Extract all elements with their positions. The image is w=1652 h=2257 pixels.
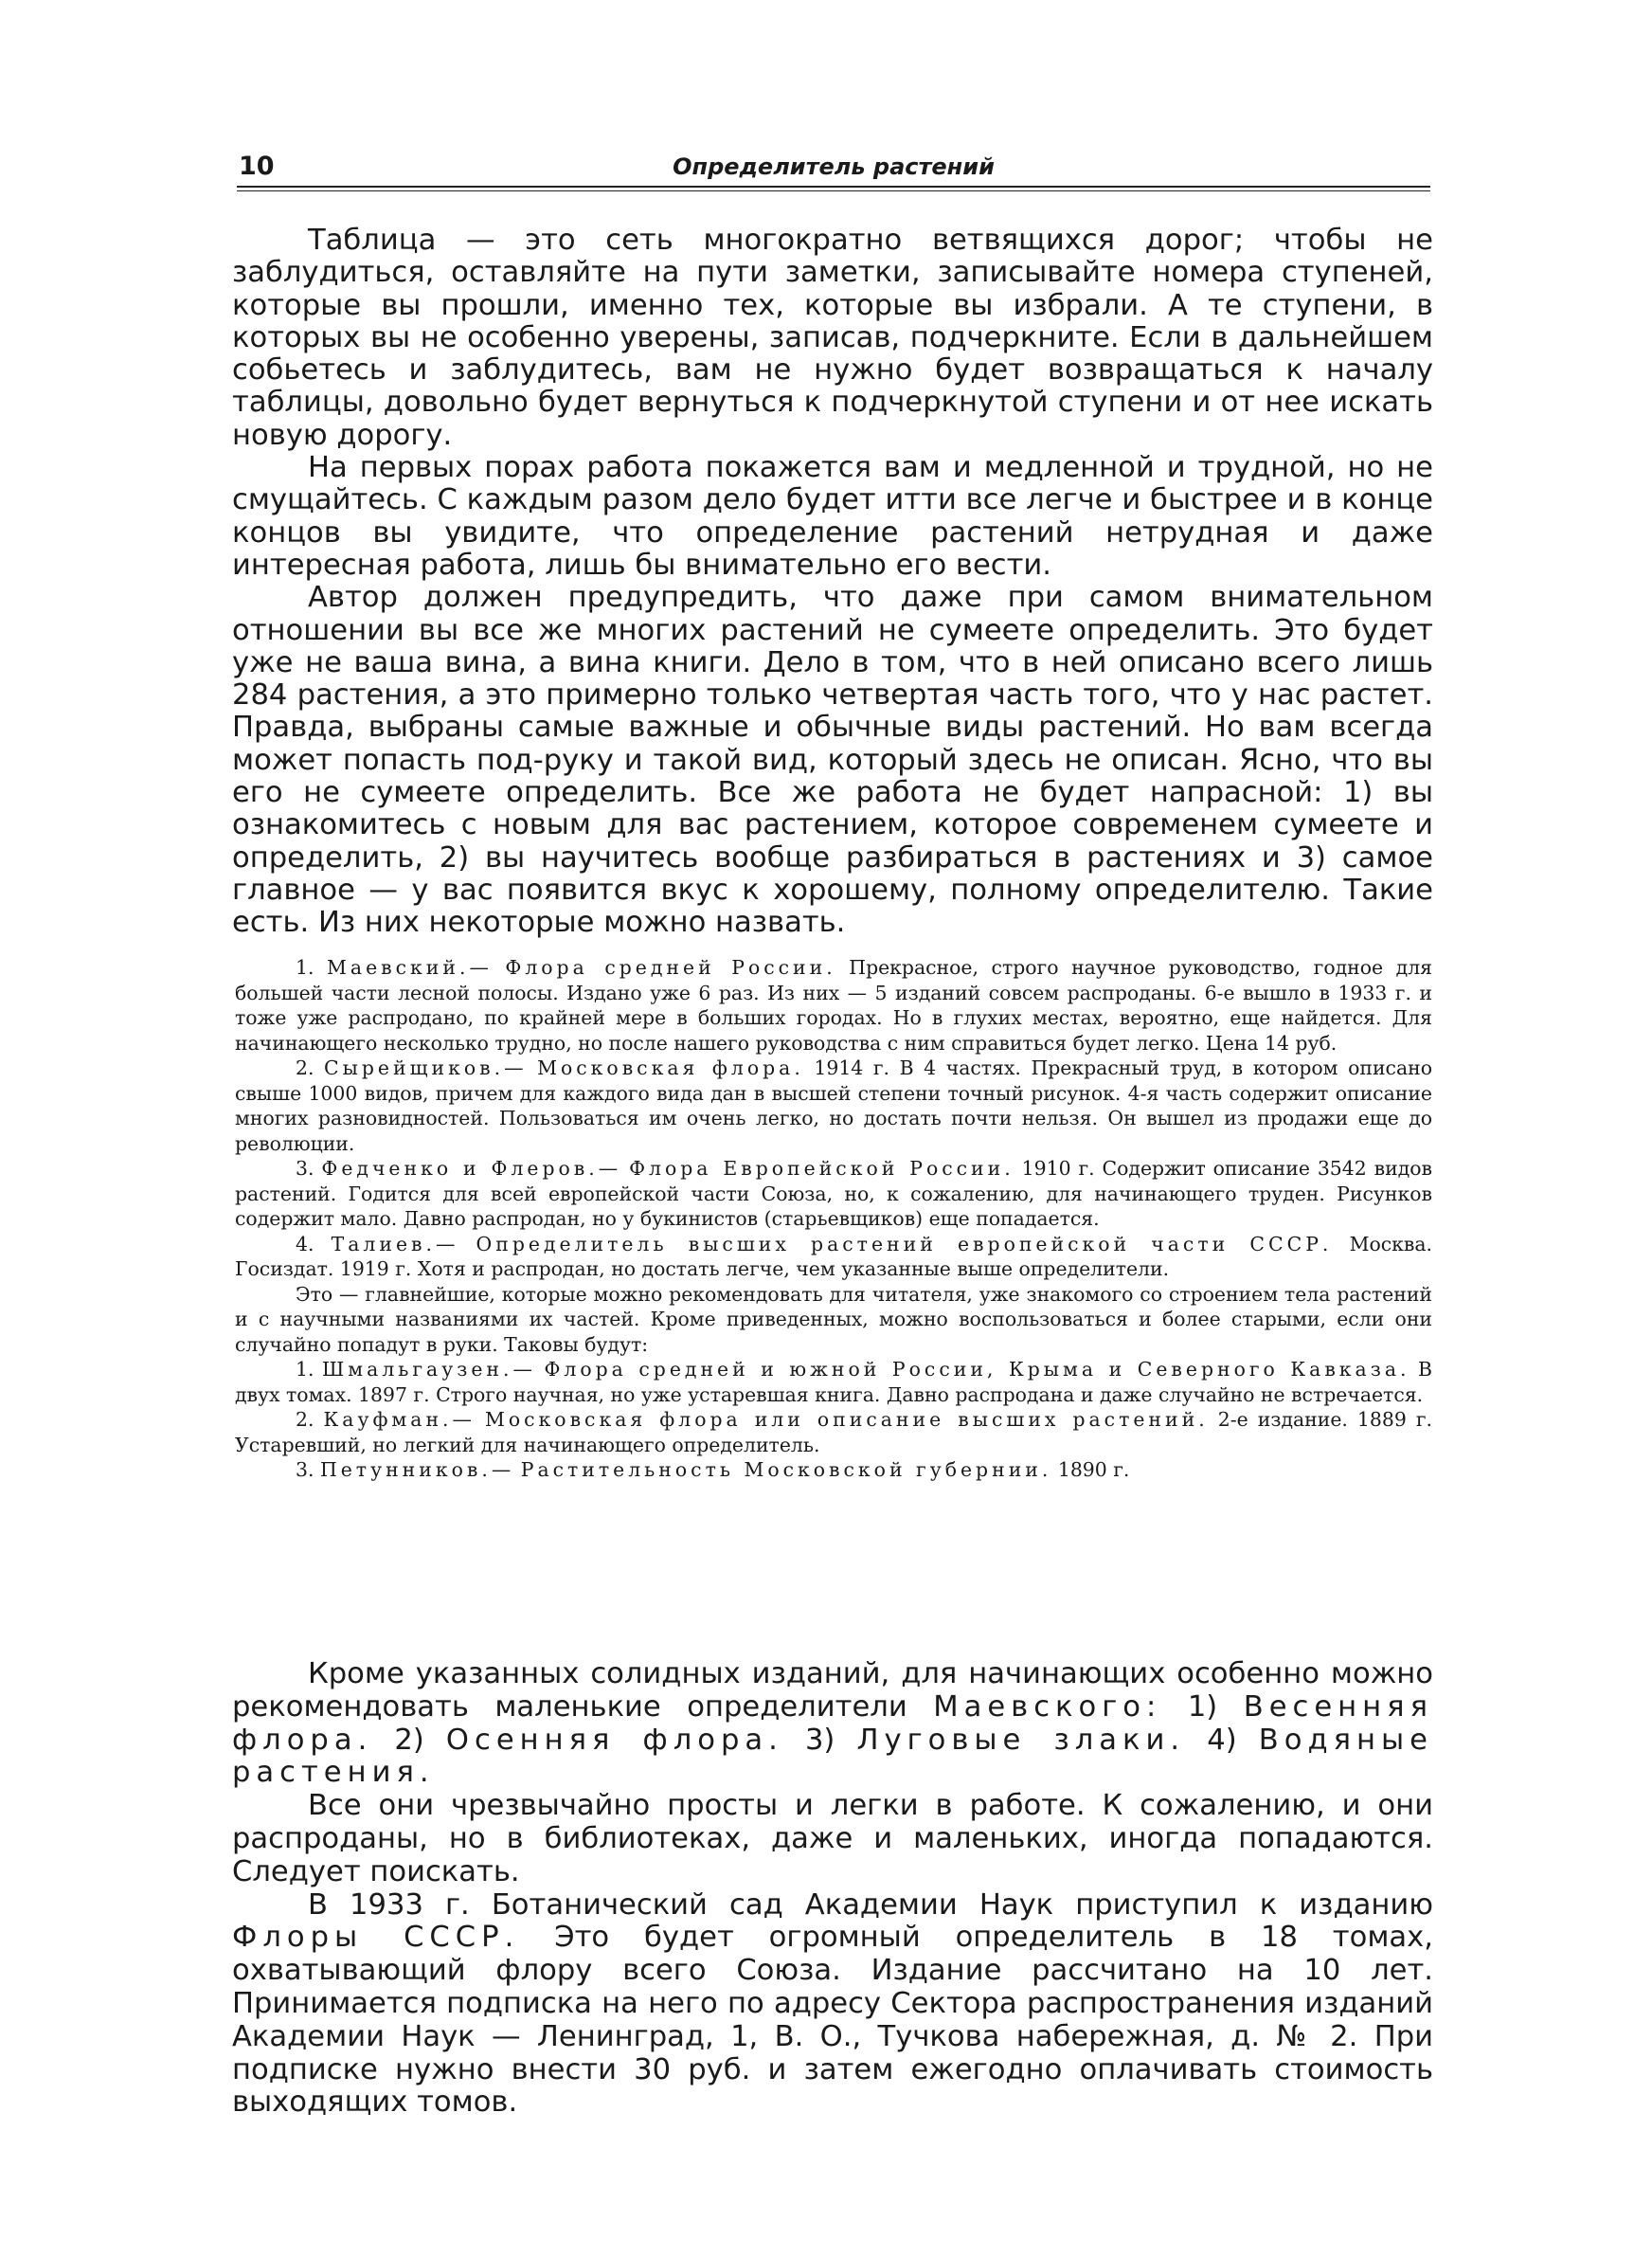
ref-number: 2. bbox=[296, 1056, 314, 1079]
spaced-title: Флоры СССР. bbox=[232, 1921, 520, 1955]
paragraph: Автор должен предупредить, что даже при самом внимательном отношении вы все же многих растений не сумеете определить. Это будет уже не ваша вина, а вина книги. Дело в том, что в ней описано всего лишь 284 растения, а это примерно только четвертая часть того, что у нас растет. Правда, выбраны самые важные и обычные виды растений. Но вам всегда может попасть под-руку и такой вид, который здесь не описан. Ясно, что вы его не сумеете определить. Все же работа не будет напрасной: 1) вы ознакомитесь с новым для вас растением, которое современем сумеете и определить, 2) вы научитесь вообще разбираться в растениях и 3) самое главное — у вас появится вкус к хорошему, полному определителю. Такие есть. Из них некоторые можно назвать. bbox=[232, 581, 1433, 940]
spaced-title: Луговые злаки. bbox=[856, 1723, 1186, 1757]
ref-author: Шмальгаузен.— bbox=[322, 1358, 536, 1381]
reference-item bbox=[235, 955, 1432, 1056]
ref-title: Флора Европейской России. bbox=[629, 1157, 1015, 1180]
paragraph: Таблица — это сеть многократно ветвящихся дорог; чтобы не заблудиться, оставляйте на пути заметки, записывайте номера ступеней, которые вы прошли, именно тех, которые вы избрали. А те ступени, в которых вы не особенно уверены, записав, подчеркните. Если в дальнейшем собьетесь и заблудитесь, вам не нужно будет возвращаться к началу таблицы, довольно будет вернуться к подчеркнутой ступени и от нее искать новую дорогу. bbox=[232, 224, 1433, 452]
references-note: Это — главнейшие, которые можно рекомендовать для читателя, уже знакомого со строением тела растений и с научными названиями их частей. Кроме приведенных, можно воспользоваться и более старыми, если они случайно попадут в руки. Таковы будут: bbox=[235, 1282, 1432, 1356]
reference-item bbox=[235, 1056, 1432, 1156]
paragraph bbox=[232, 1889, 1433, 2121]
paragraph bbox=[232, 1658, 1433, 1790]
ref-text: 1914 г. В 4 частях. Прекрасный труд, в котором описано свыше 1000 видов, причем для каждого вида дан в высшей степени точный рисунок. 4-я часть содержит описание многих разновидностей. Пользоваться им очень легко, но достать почти нельзя. Он вышел из продажи еще до революции. bbox=[235, 1056, 1432, 1155]
main-text-continued bbox=[232, 1658, 1433, 2120]
ref-number: 3. bbox=[296, 1157, 314, 1180]
spaced-title: Водяные растения. bbox=[232, 1723, 1433, 1790]
spaced-title: Весенняя флора. bbox=[232, 1689, 1433, 1757]
ref-author: Сырейщиков.— bbox=[324, 1056, 528, 1079]
paragraph-text: Это будет огромный определитель в 18 томах, охватывающий флору всего Союза. Издание рассчитано на 10 лет. Принимается подписка на него по адресу Сектора распространения изданий Академии Наук — Ленинград, 1, В. О., Тучкова набережная, д. № 2. При подписке нужно внести 30 руб. и затем ежегодно оплачивать стоимость выходящих томов. bbox=[232, 1921, 1433, 2120]
ref-author: Федченко и Флеров.— bbox=[321, 1157, 622, 1180]
ref-text: Прекрасное, строго научное руководство, годное для большей части лесной полосы. Издано уже 6 раз. Из них — 5 изданий совсем распроданы. 6-е вышло в 1933 г. и тоже уже распродано, по крайней мере в больших городах. Но в глухих местах, вероятно, еще найдется. Для начинающего несколько трудно, но после нашего руководства с ним справиться будет легко. Цена 14 руб. bbox=[235, 956, 1433, 1055]
paragraph: Все они чрезвычайно просты и легки в работе. К сожалению, и они распроданы, но в библиотеках, даже и маленьких, иногда попадаются. Следует поискать. bbox=[232, 1789, 1433, 1888]
ref-title: Растительность Московской губернии. bbox=[520, 1458, 1052, 1481]
ref-text: 1890 г. bbox=[1057, 1458, 1130, 1481]
reference-item bbox=[235, 1357, 1432, 1407]
paragraph-text: В 1933 г. Ботанический сад Академии Наук приступил к изданию bbox=[308, 1887, 1433, 1922]
header-rule bbox=[237, 186, 1430, 188]
paragraph-text: 4) bbox=[1185, 1723, 1259, 1757]
ref-title: Московская флора или описание высших растений. bbox=[484, 1408, 1209, 1431]
reference-item bbox=[235, 1407, 1432, 1457]
paragraph-text: 2) bbox=[372, 1723, 446, 1757]
ref-title: Флора средней России. bbox=[505, 956, 836, 979]
ref-title: Московская флора. bbox=[537, 1056, 804, 1079]
ref-title: Определитель высших растений европейской части СССР. bbox=[476, 1232, 1333, 1255]
ref-number: 2. bbox=[296, 1408, 314, 1431]
reference-item bbox=[235, 1232, 1432, 1282]
page-header bbox=[237, 152, 1430, 190]
paragraph-text: 3) bbox=[782, 1723, 857, 1757]
ref-text: 2-е издание. 1889 г. Устаревший, но легкий для начинающего определитель. bbox=[235, 1408, 1433, 1456]
page-number: 10 bbox=[239, 152, 275, 181]
ref-number: 3. bbox=[296, 1458, 314, 1481]
ref-author: Петунников.— bbox=[319, 1458, 515, 1481]
ref-text: В двух томах. 1897 г. Строго научная, но уже устаревшая книга. Давно распродана и даже случайно не встречается. bbox=[235, 1358, 1433, 1406]
ref-number: 1. bbox=[296, 1358, 314, 1381]
reference-item bbox=[235, 1156, 1432, 1232]
ref-author: Талиев.— bbox=[331, 1232, 459, 1255]
ref-title: Флора средней и южной России, Крыма и Северного Кавказа. bbox=[544, 1358, 1410, 1381]
ref-number: 1. bbox=[296, 956, 314, 979]
paragraph-text: 1) bbox=[1161, 1689, 1244, 1724]
ref-text: Москва. Госиздат. 1919 г. Хотя и распродан, но достать легче, чем указанные выше определители. bbox=[235, 1232, 1433, 1280]
paragraph-text: Кроме указанных солидных изданий, для начинающих особенно можно рекомендовать маленькие определители bbox=[232, 1657, 1433, 1724]
ref-author: Кауфман.— bbox=[323, 1408, 476, 1431]
paragraph: На первых порах работа покажется вам и медленной и трудной, но не смущайтесь. С каждым разом дело будет итти все легче и быстрее и в конце концов вы увидите, что определение растений нетрудная и даже интересная работа, лишь бы внимательно его вести. bbox=[232, 451, 1433, 582]
ref-number: 4. bbox=[296, 1232, 314, 1255]
spaced-title: Осенняя флора. bbox=[445, 1723, 783, 1757]
ref-text: 1910 г. Содержит описание 3542 видов растений. Годится для всей европейской части Союза, но, к сожалению, для начинающего труден. Рисунков содержит мало. Давно распродан, но у букинистов (старьевщиков) еще попадается. bbox=[235, 1157, 1433, 1230]
reference-item bbox=[235, 1457, 1432, 1483]
spaced-name: Маевского: bbox=[933, 1689, 1162, 1724]
running-title: Определитель растений bbox=[673, 153, 995, 180]
reference-list bbox=[235, 955, 1432, 1483]
ref-author: Маевский.— bbox=[327, 956, 493, 979]
header-rule-thin bbox=[237, 190, 1430, 191]
main-text bbox=[232, 225, 1433, 940]
